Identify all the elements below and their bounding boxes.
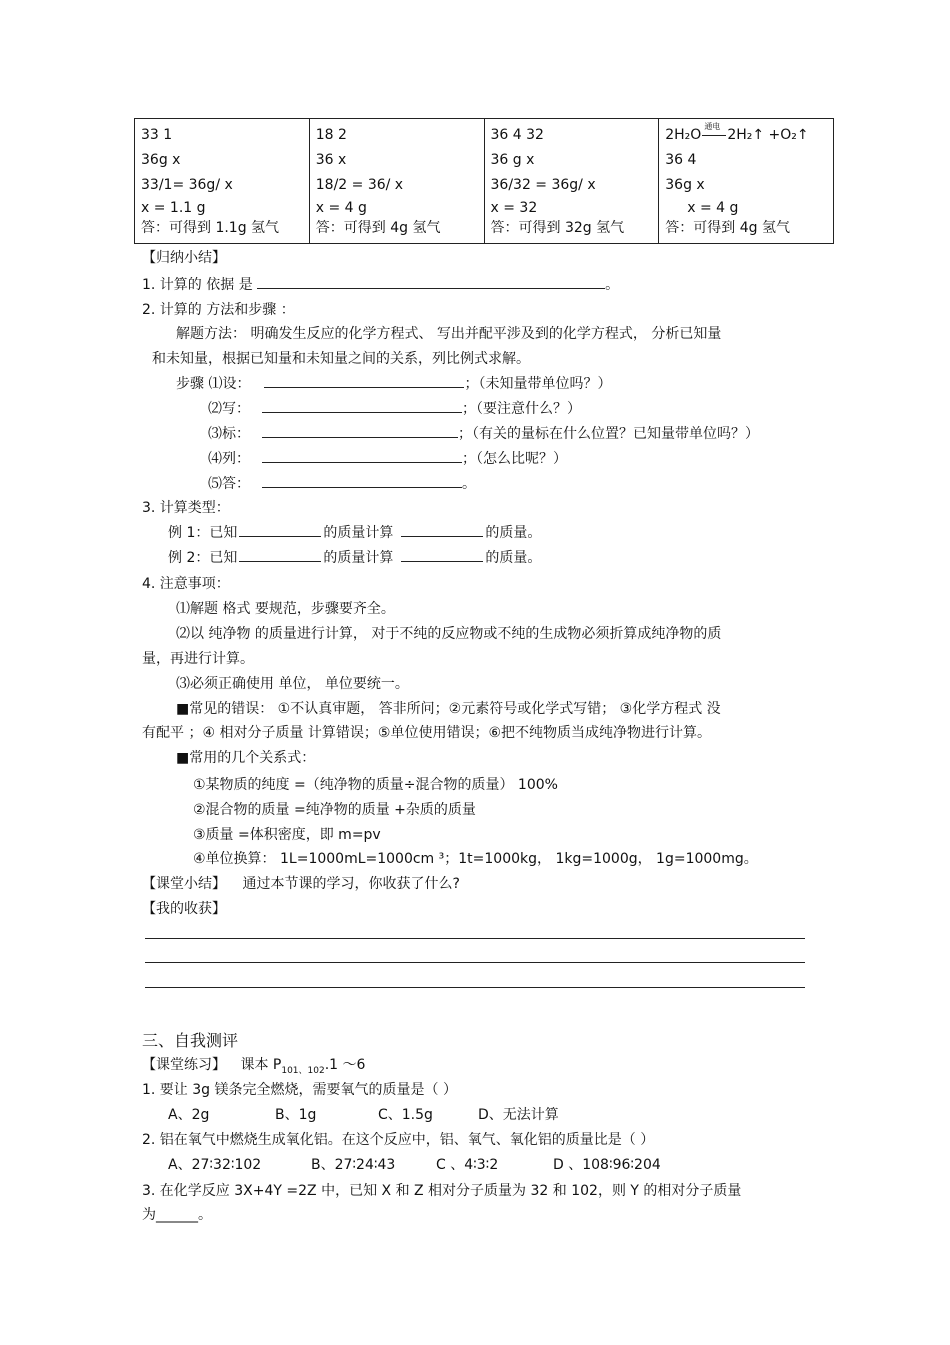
equation-right: 2H₂↑ +O₂↑ <box>727 127 809 143</box>
step-list <box>208 448 567 468</box>
fill-blank-known[interactable] <box>239 547 321 562</box>
method-line-2: 和未知量，根据已知量和未知量之间的关系，列比例式求解。 <box>152 351 530 367</box>
q2-option-b[interactable]: B、27∶24∶43 <box>311 1157 396 1173</box>
table-cell: x = 4 g <box>687 200 739 216</box>
table-cell: 36g x <box>141 152 181 168</box>
fill-blank-step[interactable] <box>262 473 462 488</box>
step-hint: ；（有关的量标在什么位置？已知量带单位吗？） <box>458 426 759 442</box>
q2-option-c[interactable]: C 、4∶3∶2 <box>436 1157 499 1173</box>
table-cell: 36/32 = 36g/ x <box>490 177 596 193</box>
fill-blank-step[interactable] <box>264 373 464 388</box>
example-text: 的质量。 <box>485 550 542 566</box>
example-text: 例 2：已知 <box>168 550 238 566</box>
step-hint: ；（要注意什么？） <box>462 401 581 417</box>
table-cell: 36g x <box>665 177 705 193</box>
summary-title: 【归纳小结】 <box>142 250 226 266</box>
note-3: ⑶必须正确使用 单位， 单位要统一。 <box>176 676 409 692</box>
step-write <box>208 398 581 418</box>
step-answer <box>208 473 476 493</box>
note-1: ⑴解题 格式 要规范，步骤要齐全。 <box>176 601 395 617</box>
question-1: 1. 要让 3g 镁条完全燃烧，需要氧气的质量是（ ） <box>142 1082 457 1098</box>
q1-option-a[interactable]: A、2g <box>168 1107 210 1123</box>
table-cell: 18 2 <box>315 127 347 143</box>
fill-blank-step[interactable] <box>262 423 458 438</box>
step-set <box>176 373 611 393</box>
example-text: 例 1：已知 <box>168 525 238 541</box>
errors-line-1: ■常见的错误： ①不认真审题， 答非所问；②元素符号或化学式写错； ③化学方程式 没 <box>176 701 721 717</box>
q1-option-d[interactable]: D、无法计算 <box>478 1107 559 1123</box>
table-cell: 答：可得到 4g 氢气 <box>665 220 790 236</box>
example-text: 的质量计算 <box>323 525 394 541</box>
step-label: ⑶标： <box>208 426 250 442</box>
calculation-table <box>134 118 834 244</box>
table-cell: 33 1 <box>141 127 173 143</box>
step-label: ⑵写： <box>208 401 250 417</box>
question-3-line-1: 3. 在化学反应 3X+4Y =2Z 中，已知 X 和 Z 相对分子质量为 32 和 102，则 Y 的相对分子质量 <box>142 1183 742 1199</box>
q2-option-a[interactable]: A、27∶32∶102 <box>168 1157 262 1173</box>
table-cell: 答：可得到 1.1g 氢气 <box>141 220 280 236</box>
errors-line-2: 有配平 ；④ 相对分子质量 计算错误；⑤单位使用错误；⑥把不纯物质当成纯净物进行计算。 <box>142 725 712 741</box>
fill-blank-basis[interactable] <box>257 274 605 289</box>
writing-line[interactable] <box>145 962 805 963</box>
example-2 <box>168 547 541 567</box>
example-1 <box>168 522 541 542</box>
step-label: ⑸答： <box>208 476 250 492</box>
fill-blank-step[interactable] <box>262 448 462 463</box>
equation-arrow <box>702 121 726 136</box>
practice-text: 课本 P <box>240 1057 282 1073</box>
lesson-title: 【课堂小结】 <box>142 876 226 892</box>
relation-2: ②混合物的质量 =纯净物的质量 +杂质的质量 <box>193 802 476 818</box>
table-cell: 33/1= 36g/ x <box>141 177 233 193</box>
practice-line <box>142 1054 365 1076</box>
fill-blank-unknown[interactable] <box>401 522 483 537</box>
practice-label: 【课堂练习】 <box>142 1057 226 1073</box>
table-col-3 <box>484 119 659 244</box>
table-cell: x = 32 <box>490 200 538 216</box>
lesson-text: 通过本节课的学习，你收获了什么? <box>242 876 460 892</box>
example-text: 的质量。 <box>485 525 542 541</box>
fill-blank-step[interactable] <box>262 398 462 413</box>
question-3-line-2: 为______。 <box>142 1207 212 1223</box>
summary-item-3: 3. 计算类型： <box>142 500 230 516</box>
step-hint: 。 <box>462 476 476 492</box>
step-hint: ；（怎么比呢？） <box>462 451 567 467</box>
fill-blank-known[interactable] <box>239 522 321 537</box>
lesson-summary <box>142 873 460 893</box>
table-col-4 <box>659 119 834 244</box>
summary-item-2: 2. 计算的 方法和步骤 ： <box>142 302 295 318</box>
table-col-2 <box>309 119 484 244</box>
relation-4: ④单位换算： 1L=1000mL=1000cm ³；1t=1000kg， 1kg=1000g， 1g=1000mg。 <box>193 851 758 867</box>
summary-item-1 <box>142 274 619 294</box>
practice-end: .1 ～6 <box>324 1057 366 1073</box>
section-heading: 三、自我测评 <box>142 1031 239 1050</box>
practice-pages: 101、102 <box>281 1065 325 1076</box>
relation-3: ③质量 =体积密度，即 m=pv <box>193 827 381 843</box>
note-2b: 量，再进行计算。 <box>142 651 254 667</box>
equation-condition: 通电 <box>704 121 721 131</box>
note-2a: ⑵以 纯净物 的质量进行计算， 对于不纯的反应物或不纯的生成物必须折算成纯净物的质 <box>176 626 722 642</box>
fill-blank-unknown[interactable] <box>401 547 483 562</box>
equation-left: 2H₂O <box>665 127 702 143</box>
table-cell: 36 x <box>315 152 347 168</box>
my-gain-title: 【我的收获】 <box>142 901 226 917</box>
writing-line[interactable] <box>145 987 805 988</box>
item-text: 1. 计算的 依据 是 <box>142 277 253 293</box>
item-end: 。 <box>605 277 620 293</box>
q1-option-c[interactable]: C、1.5g <box>378 1107 433 1123</box>
table-col-1 <box>135 119 310 244</box>
question-2: 2. 铝在氧气中燃烧生成氧化铝。在这个反应中，铝、氧气、氧化铝的质量比是（ ） <box>142 1132 655 1148</box>
table-cell: x = 4 g <box>315 200 367 216</box>
table-cell: 答：可得到 4g 氢气 <box>315 220 441 236</box>
method-line-1: 解题方法： 明确发生反应的化学方程式、 写出并配平涉及到的化学方程式， 分析已知量 <box>176 326 722 342</box>
table-cell: x = 1.1 g <box>141 200 206 216</box>
step-mark <box>208 423 759 443</box>
relations-title: ■常用的几个关系式： <box>176 750 316 766</box>
step-label: 步骤 ⑴设： <box>176 376 251 392</box>
relation-1: ①某物质的纯度 =（纯净物的质量÷混合物的质量） 100% <box>193 777 558 793</box>
chemical-equation <box>665 123 827 148</box>
step-label: ⑷列： <box>208 451 250 467</box>
table-cell: 36 g x <box>490 152 535 168</box>
step-hint: ；（未知量带单位吗？） <box>464 376 612 392</box>
table-cell: 36 4 32 <box>490 127 544 143</box>
table-cell: 18/2 = 36/ x <box>315 177 404 193</box>
q1-option-b[interactable]: B、1g <box>275 1107 317 1123</box>
summary-item-4: 4. 注意事项： <box>142 576 230 592</box>
writing-line[interactable] <box>145 938 805 939</box>
q2-option-d[interactable]: D 、108∶96∶204 <box>553 1157 661 1173</box>
table-cell: 36 4 <box>665 152 697 168</box>
table-cell: 答：可得到 32g 氢气 <box>490 220 625 236</box>
example-text: 的质量计算 <box>323 550 394 566</box>
